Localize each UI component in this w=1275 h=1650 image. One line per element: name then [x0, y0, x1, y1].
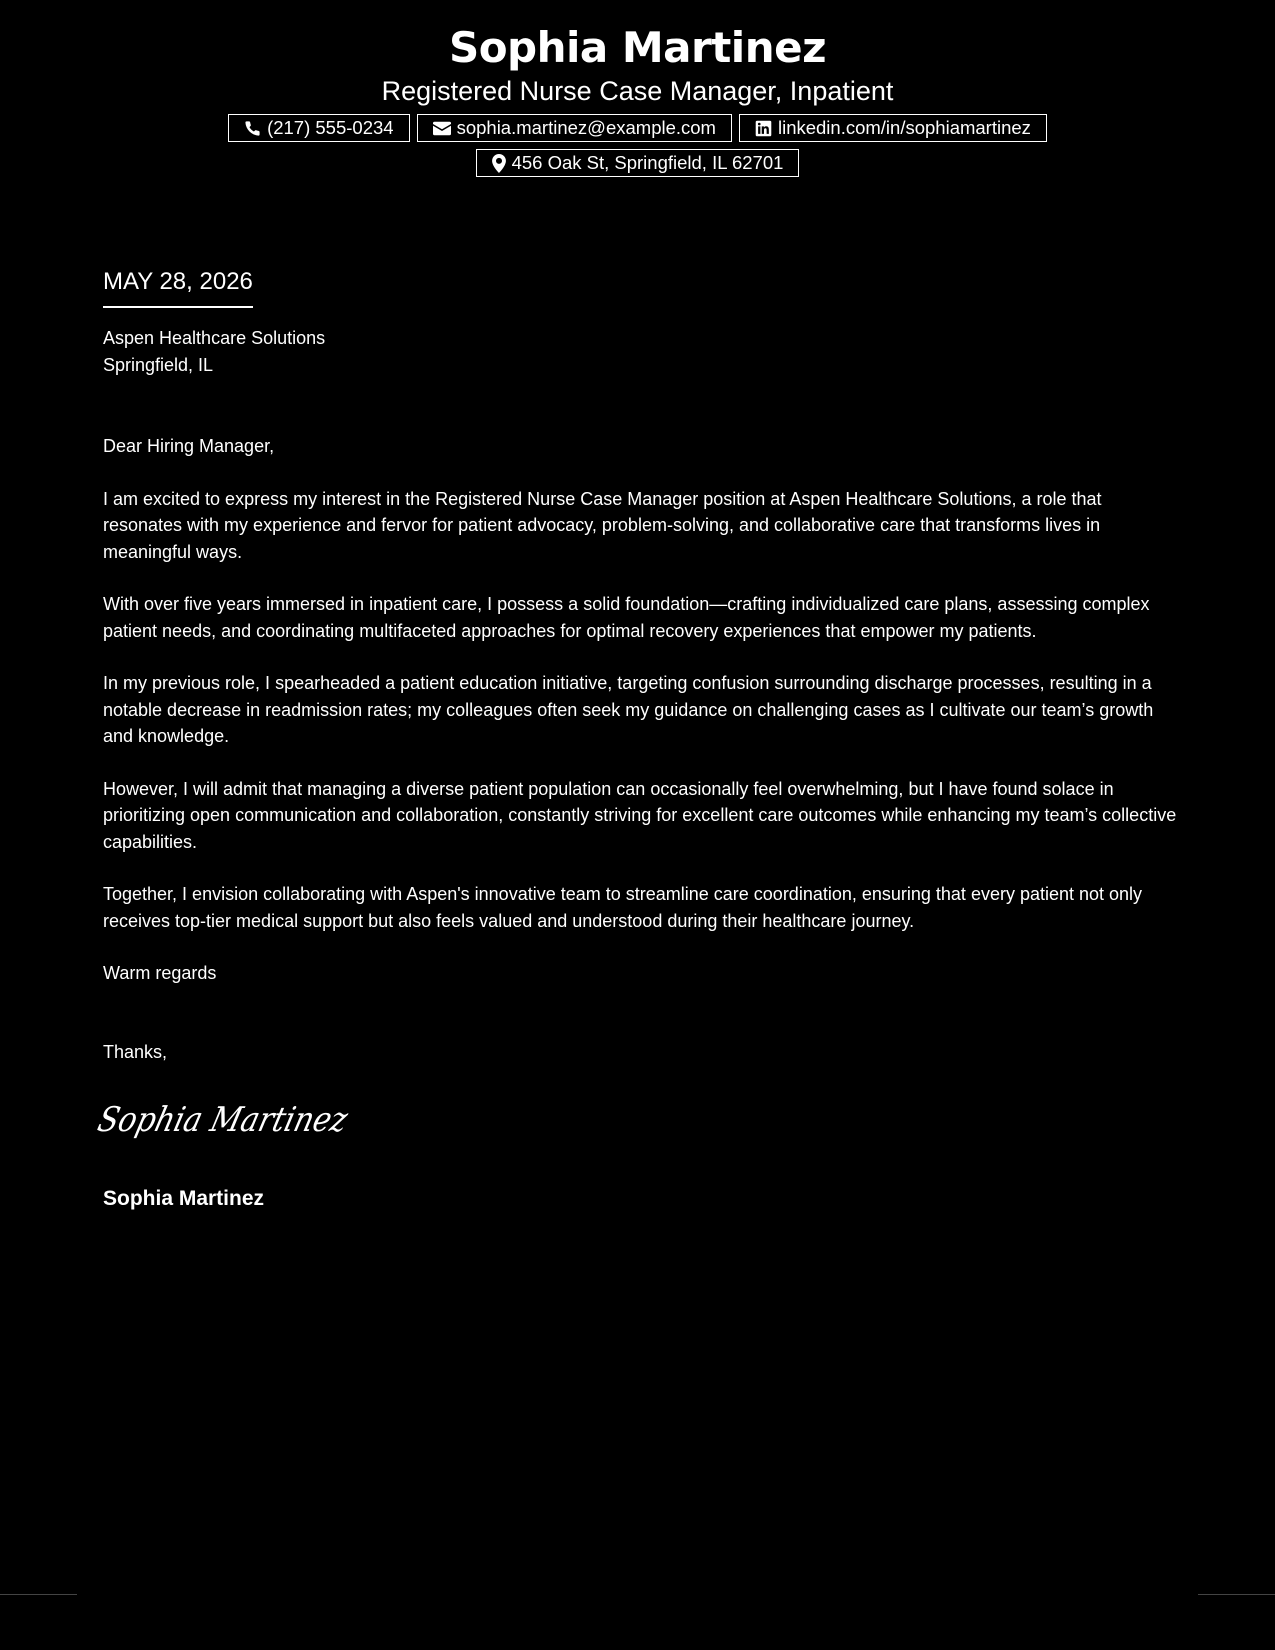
svg-text:Sophia Martinez: Sophia Martinez: [93, 1100, 389, 1140]
body-paragraph: In my previous role, I spearheaded a patient education initiative, targeting confusion surrounding discharge processes, resulting in a notable decrease in readmission rates; my colleagues often seek my guidance on challenging cases as I cultivate our team’s growth and knowledge.: [103, 673, 1154, 746]
map-marker-icon: [492, 154, 506, 173]
footer-rule-left: [0, 1594, 77, 1595]
linkedin-chip[interactable]: [739, 114, 1047, 142]
letter-date: MAY 28, 2026: [103, 264, 253, 308]
contact-row: [0, 114, 1275, 142]
body-paragraph: Together, I envision collaborating with Aspen's innovative team to streamline care coordination, ensuring that every patient not only receives top-tier medical support but also feels valued and understood during their healthcare journey.: [103, 884, 1143, 931]
date-block: [103, 264, 253, 308]
applicant-title: Registered Nurse Case Manager, Inpatient: [381, 76, 894, 106]
signed-name: Sophia Martinez: [103, 1187, 265, 1210]
email-text: sophia.martinez@example.com: [456, 117, 716, 138]
email-chip[interactable]: [417, 114, 732, 142]
recipient-location: Springfield, IL: [103, 355, 214, 375]
footer-rule-right: [1198, 1594, 1275, 1595]
recipient-company: Aspen Healthcare Solutions: [103, 328, 326, 348]
letter-body: [103, 433, 1178, 1013]
address-row: [0, 149, 1275, 177]
phone-text: (217) 555-0234: [267, 117, 394, 138]
body-paragraph: With over five years immersed in inpatient care, I possess a solid foundation—crafting individualized care plans, assessing complex patient needs, and coordinating multifaceted approaches for optimal recovery experiences that empower my patients.: [103, 594, 1150, 641]
linkedin-icon: [755, 120, 772, 137]
envelope-icon: [433, 121, 451, 136]
salutation: Dear Hiring Manager,: [103, 436, 275, 456]
recipient-block: [103, 325, 325, 379]
phone-chip[interactable]: [228, 114, 410, 142]
closing: Thanks,: [103, 1042, 168, 1062]
phone-icon: [244, 120, 261, 137]
applicant-name: Sophia Martinez: [448, 23, 827, 72]
body-paragraph: I am excited to express my interest in the Registered Nurse Case Manager position at Aspen Healthcare Solutions, a role that resonates with my experience and fervor for patient advocacy, problem-solving, and collaborative care that transforms lives in meaningful ways.: [103, 488, 1102, 562]
address-chip[interactable]: [476, 149, 800, 177]
body-paragraph: However, I will admit that managing a diverse patient population can occasionally feel overwhelming, but I have found solace in prioritizing open communication and collaboration, constantly striving for excellent care outcomes while enhancing my team’s collective capabilities.: [103, 778, 1177, 852]
letter-header: [0, 20, 1275, 177]
address-text: 456 Oak St, Springfield, IL 62701: [511, 152, 784, 173]
linkedin-text: linkedin.com/in/sophiamartinez: [777, 117, 1031, 138]
sign-off: Warm regards: [103, 963, 217, 983]
handwritten-signature: [93, 1095, 389, 1150]
